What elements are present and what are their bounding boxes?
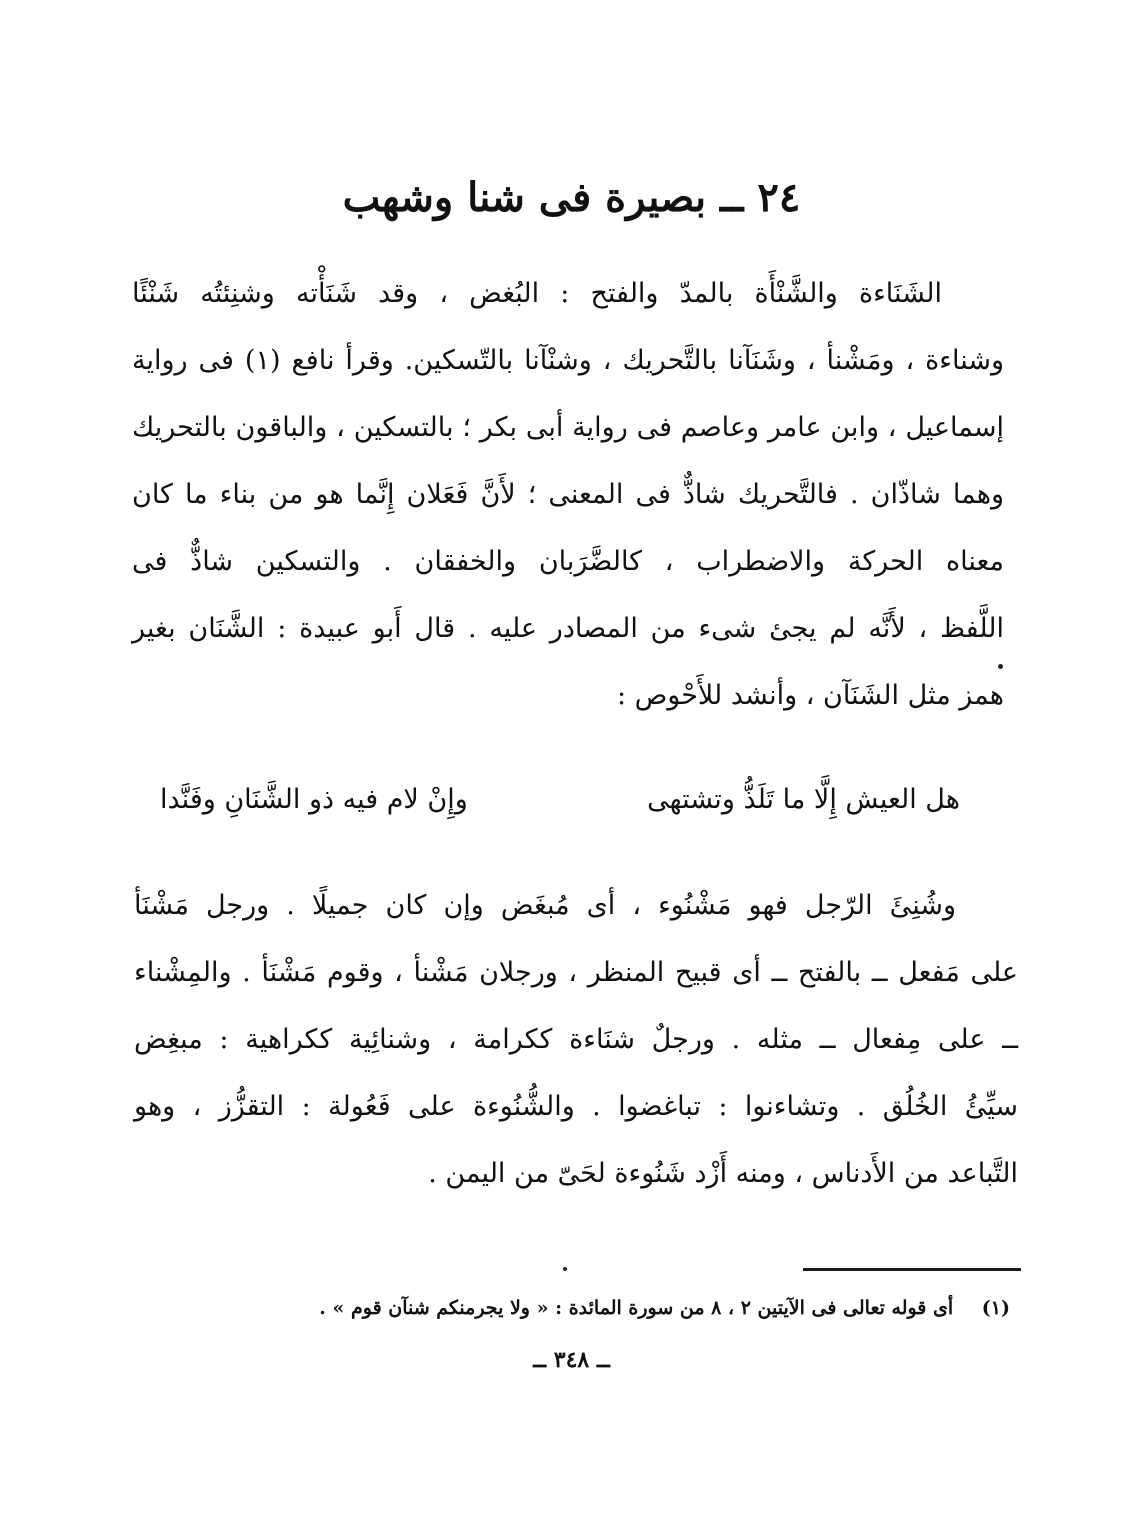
- text-line: وشُنِئَ الرّجل فهو مَشْنُوء ، أى مُبغَض وإن كان جميلًا . ورجل مَشْنَأ: [134, 890, 956, 921]
- ink-speck: [563, 1267, 567, 1271]
- text-line: سيِّئُ الخُلُق . وتشاءنوا : تباغضوا . والشُّنُوءة على فَعُولة : التقزُّز ، وهو: [134, 1091, 1018, 1122]
- verse-second-hemistich: وإِنْ لام فيه ذو الشَّنَانِ وفَنَّدا: [160, 784, 468, 815]
- text-line: وشناءة ، ومَشْنأ ، وشَنَآنا بالتَّحريك ، وشنْآنا بالتّسكين. وقرأ نافع (١) فى رواية: [132, 345, 1004, 376]
- text-line: على مَفعل ــ بالفتح ــ أى قبيح المنظر ، ورجلان مَشْنأ ، وقوم مَشْنَأ . والمِشْناء: [134, 957, 1018, 988]
- text-line: وهما شاذّان . فالتَّحريك شاذٌّ فى المعنى ؛ لأَنَّ فَعَلان إِنَّما هو من بناء ما كان: [132, 479, 1004, 510]
- text-line: إسماعيل ، وابن عامر وعاصم فى رواية أبى بكر ؛ بالتسكين ، والباقون بالتحريك: [132, 412, 1004, 443]
- footnote: [170, 1292, 1010, 1324]
- text-line: الشَنَاءة والشَّنْأَة بالمدّ والفتح : البُغض ، وقد شَنَأْته وشنِئتُه شَنْئًا: [132, 278, 942, 309]
- text-line: همز مثل الشَنَآن ، وأنشد للأَحْوص :: [616, 680, 1004, 711]
- text-line: التَّباعد من الأَدناس ، ومنه أَزْد شَنُوءة لحَىّ من اليمن .: [428, 1158, 1018, 1189]
- paragraph-1: [132, 260, 1004, 729]
- verse-first-hemistich: هل العيش إِلَّا ما تَلَذُّ وتشتهى: [647, 784, 960, 815]
- section-title: ٢٤ ــ بصيرة فى شنا وشهب: [342, 174, 801, 221]
- text-line: اللَّفظ ، لأَنَّه لم يجئ شىء من المصادر عليه . قال أَبو عبيدة : الشَّنَان بغير: [132, 613, 1004, 644]
- text-line: ــ على مِفعال ــ مثله . ورجلٌ شنَاءة ككرامة ، وشنائِية ككراهية : مبغِض: [134, 1024, 1018, 1055]
- page-number: ــ ٣٤٨ ــ: [533, 1347, 610, 1373]
- poetry-verse: [160, 770, 960, 830]
- ink-speck: [998, 664, 1003, 669]
- footnote-number: (١): [981, 1297, 1010, 1319]
- footnote-text: أى قوله تعالى فى الآيتين ٢ ، ٨ من سورة المائدة : « ولا يجرمنكم شنآن قوم » .: [319, 1297, 954, 1319]
- footnote-separator: [803, 1268, 1021, 1271]
- paragraph-2: [134, 872, 1018, 1207]
- text-line: معناه الحركة والاضطراب ، كالضَّرَبان والخفقان . والتسكين شاذٌّ فى: [132, 546, 1004, 577]
